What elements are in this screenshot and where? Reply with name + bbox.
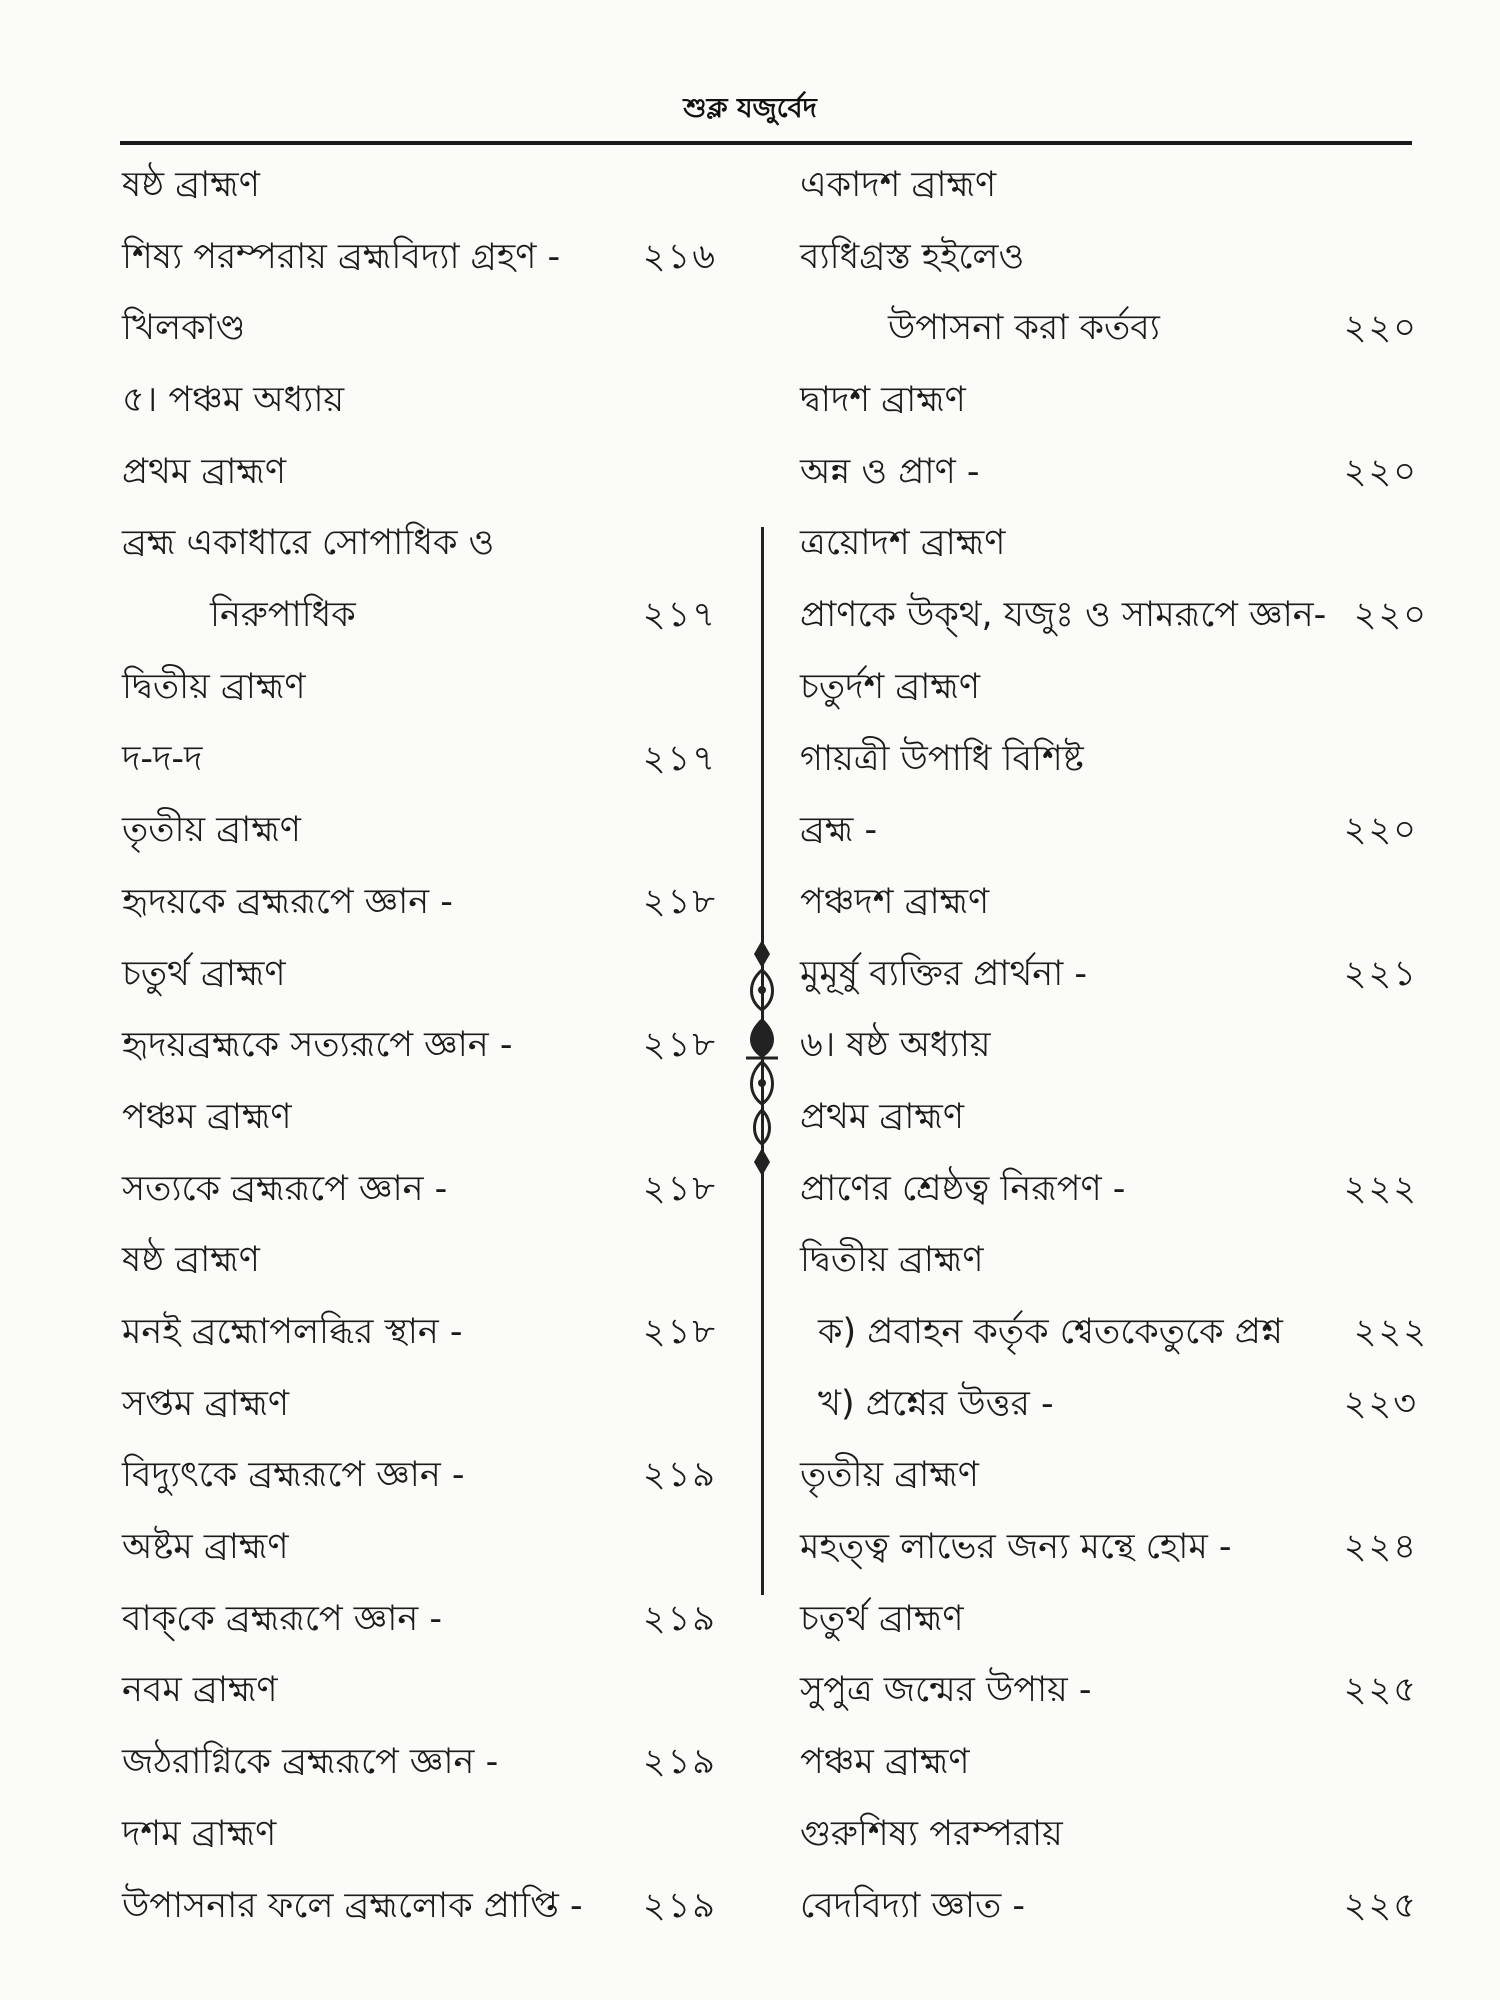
toc-entry-title: প্রথম ব্রাহ্মণ <box>122 451 287 492</box>
toc-entry <box>122 508 717 580</box>
toc-entry-title: প্রাণের শ্রেষ্ঠত্ব নিরূপণ - <box>800 1168 1126 1209</box>
toc-entry-page-number: ২২১ <box>1343 953 1418 994</box>
toc-entry-title: খ) প্রশ্নের উত্তর - <box>818 1383 1054 1424</box>
left-toc-column <box>122 150 717 1942</box>
toc-entry-title: চতুর্দশ ব্রাহ্মণ <box>800 666 981 707</box>
toc-entry <box>800 1297 1428 1369</box>
toc-entry-title: প্রথম ব্রাহ্মণ <box>800 1096 965 1137</box>
toc-entry <box>800 1010 1418 1082</box>
toc-entry-title: ব্যধিগ্রস্ত হইলেও <box>800 236 1025 277</box>
toc-entry <box>122 580 717 652</box>
toc-entry <box>800 867 1418 939</box>
toc-entry <box>800 795 1418 867</box>
toc-entry-title: ব্রহ্ম - <box>800 810 878 851</box>
toc-entry <box>800 1154 1418 1226</box>
toc-entry <box>800 1440 1418 1512</box>
toc-entry <box>800 293 1418 365</box>
toc-entry <box>122 222 717 294</box>
toc-entry <box>800 1082 1418 1154</box>
toc-entry <box>122 1010 717 1082</box>
toc-entry-title: বিদ্যুৎকে ব্রহ্মরূপে জ্ঞান - <box>122 1455 465 1496</box>
toc-entry-title: নবম ব্রাহ্মণ <box>122 1670 278 1711</box>
toc-entry <box>122 1799 717 1871</box>
toc-entry <box>800 365 1418 437</box>
toc-entry-title: দ্বিতীয় ব্রাহ্মণ <box>800 1240 984 1281</box>
toc-entry-title: সত্যকে ব্রহ্মরূপে জ্ঞান - <box>122 1168 448 1209</box>
toc-entry <box>122 939 717 1011</box>
toc-entry <box>122 1655 717 1727</box>
toc-entry-page-number: ২২৪ <box>1343 1527 1418 1568</box>
toc-entry <box>800 939 1418 1011</box>
toc-entry-title: হৃদয়কে ব্রহ্মরূপে জ্ঞান - <box>122 881 453 922</box>
toc-entry-page-number: ২২০ <box>1343 451 1418 492</box>
toc-entry <box>122 1297 717 1369</box>
toc-entry-title: ৫। পঞ্চম অধ্যায় <box>122 380 345 421</box>
toc-entry <box>122 867 717 939</box>
toc-entry <box>800 724 1418 796</box>
toc-entry-page-number: ২১৯ <box>642 1885 717 1926</box>
toc-entry <box>122 150 717 222</box>
toc-entry <box>122 1440 717 1512</box>
toc-entry-title: ষষ্ঠ ব্রাহ্মণ <box>122 1240 260 1281</box>
toc-entry-title: সপ্তম ব্রাহ্মণ <box>122 1383 290 1424</box>
toc-entry <box>122 1727 717 1799</box>
toc-entry-page-number: ২১৮ <box>642 1025 717 1066</box>
toc-entry-page-number: ২২৩ <box>1343 1383 1418 1424</box>
toc-entry <box>122 1512 717 1584</box>
toc-entry <box>122 1369 717 1441</box>
toc-entry-page-number: ২২২ <box>1353 1312 1428 1352</box>
toc-entry-title: দশম ব্রাহ্মণ <box>122 1813 277 1854</box>
toc-entry-title: পঞ্চদশ ব্রাহ্মণ <box>800 881 990 922</box>
toc-entry-page-number: ২১৮ <box>642 1312 717 1352</box>
toc-entry-title: পঞ্চম ব্রাহ্মণ <box>800 1742 970 1783</box>
toc-entry <box>122 724 717 796</box>
toc-entry-title: বেদবিদ্যা জ্ঞাত - <box>800 1885 1026 1926</box>
toc-entry-title: মহত্ত্ব লাভের জন্য মন্থে হোম - <box>800 1527 1232 1568</box>
toc-entry <box>800 1584 1418 1656</box>
toc-entry <box>122 1871 717 1943</box>
toc-entry-title: অষ্টম ব্রাহ্মণ <box>122 1527 289 1568</box>
toc-entry <box>800 1799 1418 1871</box>
toc-entry-title: ষষ্ঠ ব্রাহ্মণ <box>122 165 260 205</box>
toc-entry-title: ব্রহ্ম একাধারে সোপাধিক ও <box>122 523 495 564</box>
toc-entry <box>122 437 717 509</box>
toc-entry <box>800 150 1418 222</box>
toc-entry-page-number: ২২৫ <box>1343 1670 1418 1711</box>
toc-entry-title: খিলকাণ্ড <box>122 308 246 349</box>
toc-entry <box>800 437 1418 509</box>
toc-entry <box>800 508 1418 580</box>
toc-entry-title: দ-দ-দ <box>122 738 203 779</box>
toc-entry-title: ক) প্রবাহন কর্তৃক শ্বেতকেতুকে প্রশ্ন <box>818 1312 1283 1352</box>
toc-entry-title: গায়ত্রী উপাধি বিশিষ্ট <box>800 738 1084 779</box>
toc-entry <box>122 795 717 867</box>
right-toc-column <box>800 150 1428 1942</box>
toc-entry-title: দ্বাদশ ব্রাহ্মণ <box>800 380 966 421</box>
toc-entry-page-number: ২২২ <box>1343 1168 1418 1209</box>
toc-entry <box>800 652 1418 724</box>
toc-entry-page-number: ২২০ <box>1343 810 1418 851</box>
toc-entry <box>800 222 1418 294</box>
toc-entry-title: দ্বিতীয় ব্রাহ্মণ <box>122 666 306 707</box>
toc-entry-page-number: ২১৯ <box>642 1742 717 1783</box>
toc-entry <box>122 652 717 724</box>
toc-entry-page-number: ২১৮ <box>642 1168 717 1209</box>
toc-entry-title: একাদশ ব্রাহ্মণ <box>800 165 997 205</box>
toc-entry <box>800 580 1428 652</box>
toc-entry-page-number: ২১৭ <box>642 738 717 779</box>
toc-entry <box>122 293 717 365</box>
toc-entry-page-number: ২১৯ <box>642 1455 717 1496</box>
toc-entry-title: সুপুত্র জন্মের উপায় - <box>800 1670 1092 1711</box>
toc-entry-page-number: ২২০ <box>1343 308 1418 349</box>
toc-entry <box>122 1584 717 1656</box>
toc-entry-title: উপাসনার ফলে ব্রহ্মলোক প্রাপ্তি - <box>122 1885 583 1926</box>
toc-entry-page-number: ২২৫ <box>1343 1885 1418 1926</box>
toc-entry-title: শিষ্য পরম্পরায় ব্রহ্মবিদ্যা গ্রহণ - <box>122 236 561 277</box>
toc-entry-title: উপাসনা করা কর্তব্য <box>888 308 1160 349</box>
toc-entry <box>800 1225 1418 1297</box>
toc-entry-title: চতুর্থ ব্রাহ্মণ <box>122 953 286 994</box>
toc-entry-title: ত্রয়োদশ ব্রাহ্মণ <box>800 523 1006 564</box>
toc-entry-title: নিরুপাধিক <box>210 595 356 636</box>
toc-entry-title: চতুর্থ ব্রাহ্মণ <box>800 1598 964 1639</box>
toc-entry <box>800 1512 1418 1584</box>
toc-entry-page-number: ২১৬ <box>642 236 717 277</box>
toc-entry-page-number: ২২০ <box>1353 595 1428 636</box>
toc-entry <box>122 365 717 437</box>
toc-entry-title: অন্ন ও প্রাণ - <box>800 451 980 492</box>
toc-entry-title: জঠরাগ্নিকে ব্রহ্মরূপে জ্ঞান - <box>122 1742 499 1783</box>
toc-entry <box>122 1225 717 1297</box>
toc-entry-page-number: ২১৭ <box>642 595 717 636</box>
page-header-title: শুক্ল যজুর্বেদ <box>683 93 817 124</box>
toc-entry <box>122 1154 717 1226</box>
toc-entry-page-number: ২১৮ <box>642 881 717 922</box>
toc-entry <box>800 1727 1418 1799</box>
toc-entry-title: তৃতীয় ব্রাহ্মণ <box>122 810 301 851</box>
toc-entry-title: প্রাণকে উক্‌থ, যজুঃ ও সামরূপে জ্ঞান- <box>800 595 1327 636</box>
toc-entry-title: মুমূর্ষু ব্যক্তির প্রার্থনা - <box>800 953 1088 994</box>
header-rule <box>120 141 1412 145</box>
toc-entry <box>122 1082 717 1154</box>
toc-entry <box>800 1369 1418 1441</box>
toc-entry <box>800 1655 1418 1727</box>
toc-entry <box>800 1871 1418 1943</box>
toc-entry-title: বাক্‌কে ব্রহ্মরূপে জ্ঞান - <box>122 1598 442 1639</box>
toc-entry-title: গুরুশিষ্য পরম্পরায় <box>800 1813 1063 1854</box>
toc-entry-page-number: ২১৯ <box>642 1598 717 1639</box>
toc-entry-title: পঞ্চম ব্রাহ্মণ <box>122 1096 292 1137</box>
toc-entry-title: হৃদয়ব্রহ্মকে সত্যরূপে জ্ঞান - <box>122 1025 513 1066</box>
toc-entry-title: মনই ব্রহ্মোপলব্ধির স্থান - <box>122 1312 463 1352</box>
toc-entry-title: ৬। ষষ্ঠ অধ্যায় <box>800 1025 991 1066</box>
toc-entry-title: তৃতীয় ব্রাহ্মণ <box>800 1455 979 1496</box>
divider-ornament-icon <box>742 940 782 1176</box>
